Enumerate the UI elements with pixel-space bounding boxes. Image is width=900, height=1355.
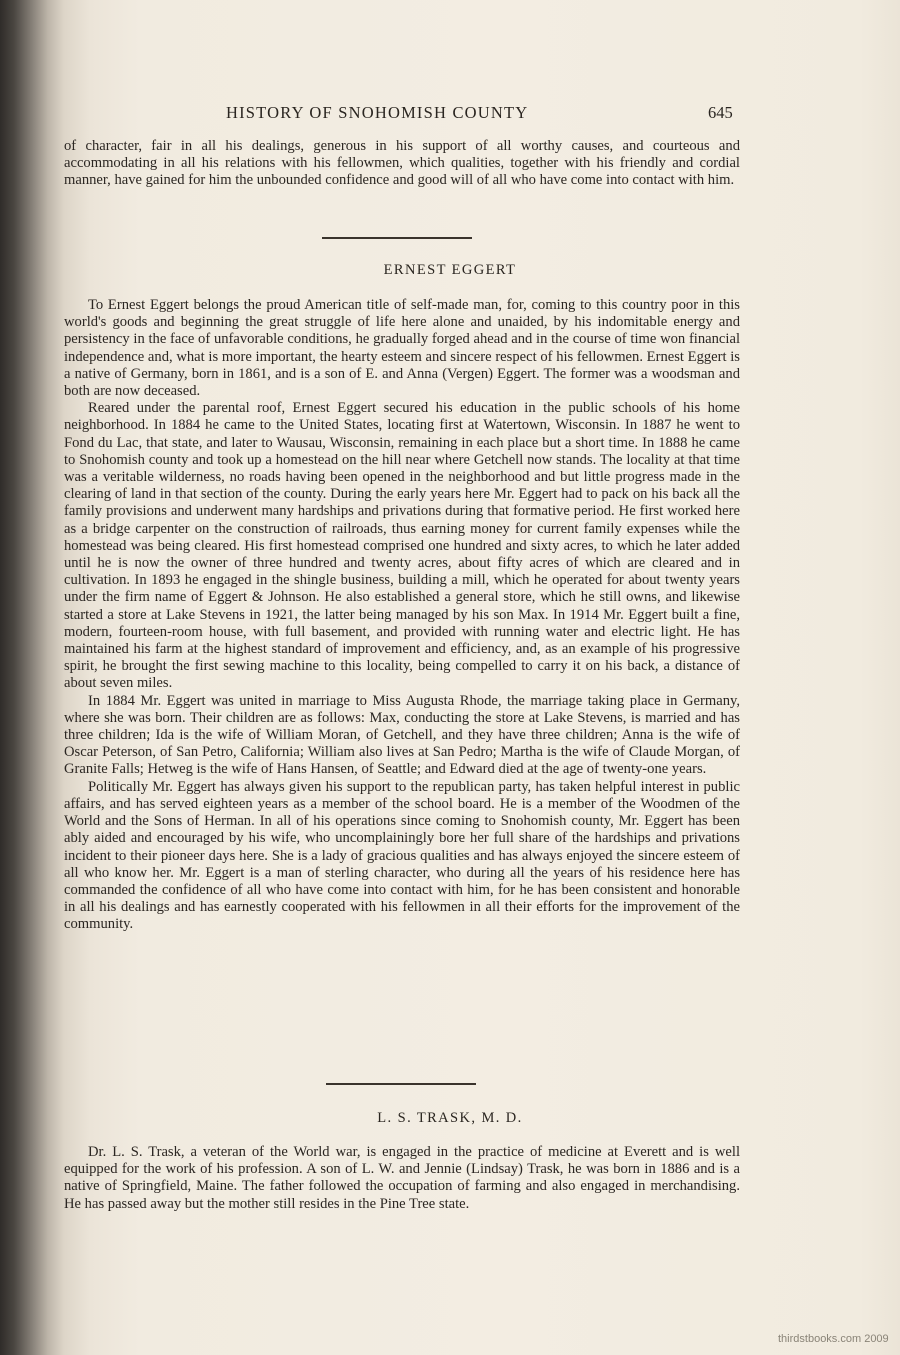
running-head: HISTORY OF SNOHOMISH COUNTY <box>226 103 529 122</box>
eggert-paragraph-1: To Ernest Eggert belongs the proud American title of self-made man, for, coming to this country poor in this world's goods and beginning the great struggle of life here alone and unaided, by his indomitable energy and persistency in the face of unfavorable conditions, he gradually forged ahead and in the course of time won financial independence and, what is more important, the hearty esteem and sincere respect of his fellowmen. Ernest Eggert is a native of Germany, born in 1861, and is a son of E. and Anna (Vergen) Eggert. The former was a woodsman and both are now deceased. <box>64 297 740 400</box>
eggert-paragraph-3: In 1884 Mr. Eggert was united in marriage to Miss Augusta Rhode, the marriage taking place in Germany, where she was born. Their children are as follows: Max, conducting the store at Lake Stevens, is married and has three children; Ida is the wife of William Moran, of Getchell, and they have three children; Anna is the wife of Oscar Peterson, of San Petro, California; William also lives at San Pedro; Martha is the wife of Claude Morgan, of Granite Falls; Hetweg is the wife of Hans Hansen, of Seattle; and Edward died at the age of twenty-one years. <box>64 692 740 778</box>
opening-paragraph-block <box>64 138 740 190</box>
trask-paragraph-1: Dr. L. S. Trask, a veteran of the World war, is engaged in the practice of medicine at Everett and is well equipped for the work of his profession. A son of L. W. and Jennie (Lindsay) Trask, he was born in 1886 and is a native of Springfield, Maine. The father followed the occupation of farming and also engaged in merchandising. He has passed away but the mother still resides in the Pine Tree state. <box>64 1144 740 1212</box>
trask-biography <box>64 1144 740 1213</box>
eggert-biography <box>64 297 740 934</box>
watermark: thirdstbooks.com 2009 <box>778 1333 889 1345</box>
eggert-paragraph-2: Reared under the parental roof, Ernest Eggert secured his education in the public schools of his home neighborhood. In 1884 he came to the United States, locating first at Watertown, Wisconsin. In 1887 he went to Fond du Lac, that state, and later to Wausau, Wisconsin, remaining in each place but a short time. In 1888 he came to Snohomish county and took up a homestead on the hill near where Getchell now stands. The locality at that time was a veritable wilderness, no roads having been opened in the neighborhood and but little progress made in the clearing of land in that section of the county. During the early years here Mr. Eggert had to pack on his back all the family provisions and underwent many hardships and privations during that formative period. He first worked here as a bridge carpenter on the construction of railroads, thus earning money for current family expenses while the homestead was being cleared. His first homestead comprised one hundred and sixty acres, to which he later added until he is now the owner of three hundred and twenty acres, about fifty acres of which are cleared and in cultivation. In 1893 he engaged in the shingle business, building a mill, which he operated for about twenty years under the firm name of Eggert & Johnson. He also established a general store, which he still owns, and likewise started a store at Lake Stevens in 1921, the latter being managed by his son Max. In 1914 Mr. Eggert built a fine, modern, fourteen-room house, with full basement, and provided with running water and electric light. He has maintained his farm at the highest standard of improvement and efficiency, and, as an example of his progressive spirit, he brought the first sewing machine to this locality, being compelled to carry it on his back, a distance of about seven miles. <box>64 400 740 692</box>
section-title-eggert: ERNEST EGGERT <box>383 262 517 278</box>
section-title-trask: L. S. TRASK, M. D. <box>377 1110 523 1126</box>
opening-paragraph: of character, fair in all his dealings, generous in his support of all worthy causes, and courteous and accommodating in all his relations with his fellowmen, which qualities, together with his friendly and cordial manner, have gained for him the unbounded confidence and good will of all who have come into contact with him. <box>64 138 740 189</box>
page-number: 645 <box>708 103 733 122</box>
section-divider <box>322 237 472 239</box>
eggert-paragraph-4: Politically Mr. Eggert has always given his support to the republican party, has taken helpful interest in public affairs, and has served eighteen years as a member of the school board. He is a member of the Woodmen of the World and the Sons of Herman. In all of his operations since coming to Snohomish county, Mr. Eggert has been ably aided and encouraged by his wife, who uncomplainingly bore her full share of the hardships and privations incident to their pioneer days here. She is a lady of gracious qualities and has always enjoyed the sincere esteem of all who know her. Mr. Eggert is a man of sterling character, who during all the years of his residence here has commanded the confidence of all who have come into contact with him, for he has been consistent and honorable in all his dealings and has earnestly cooperated with his fellowmen in all their efforts for the improvement of the community. <box>64 778 740 933</box>
section-divider <box>326 1083 476 1085</box>
